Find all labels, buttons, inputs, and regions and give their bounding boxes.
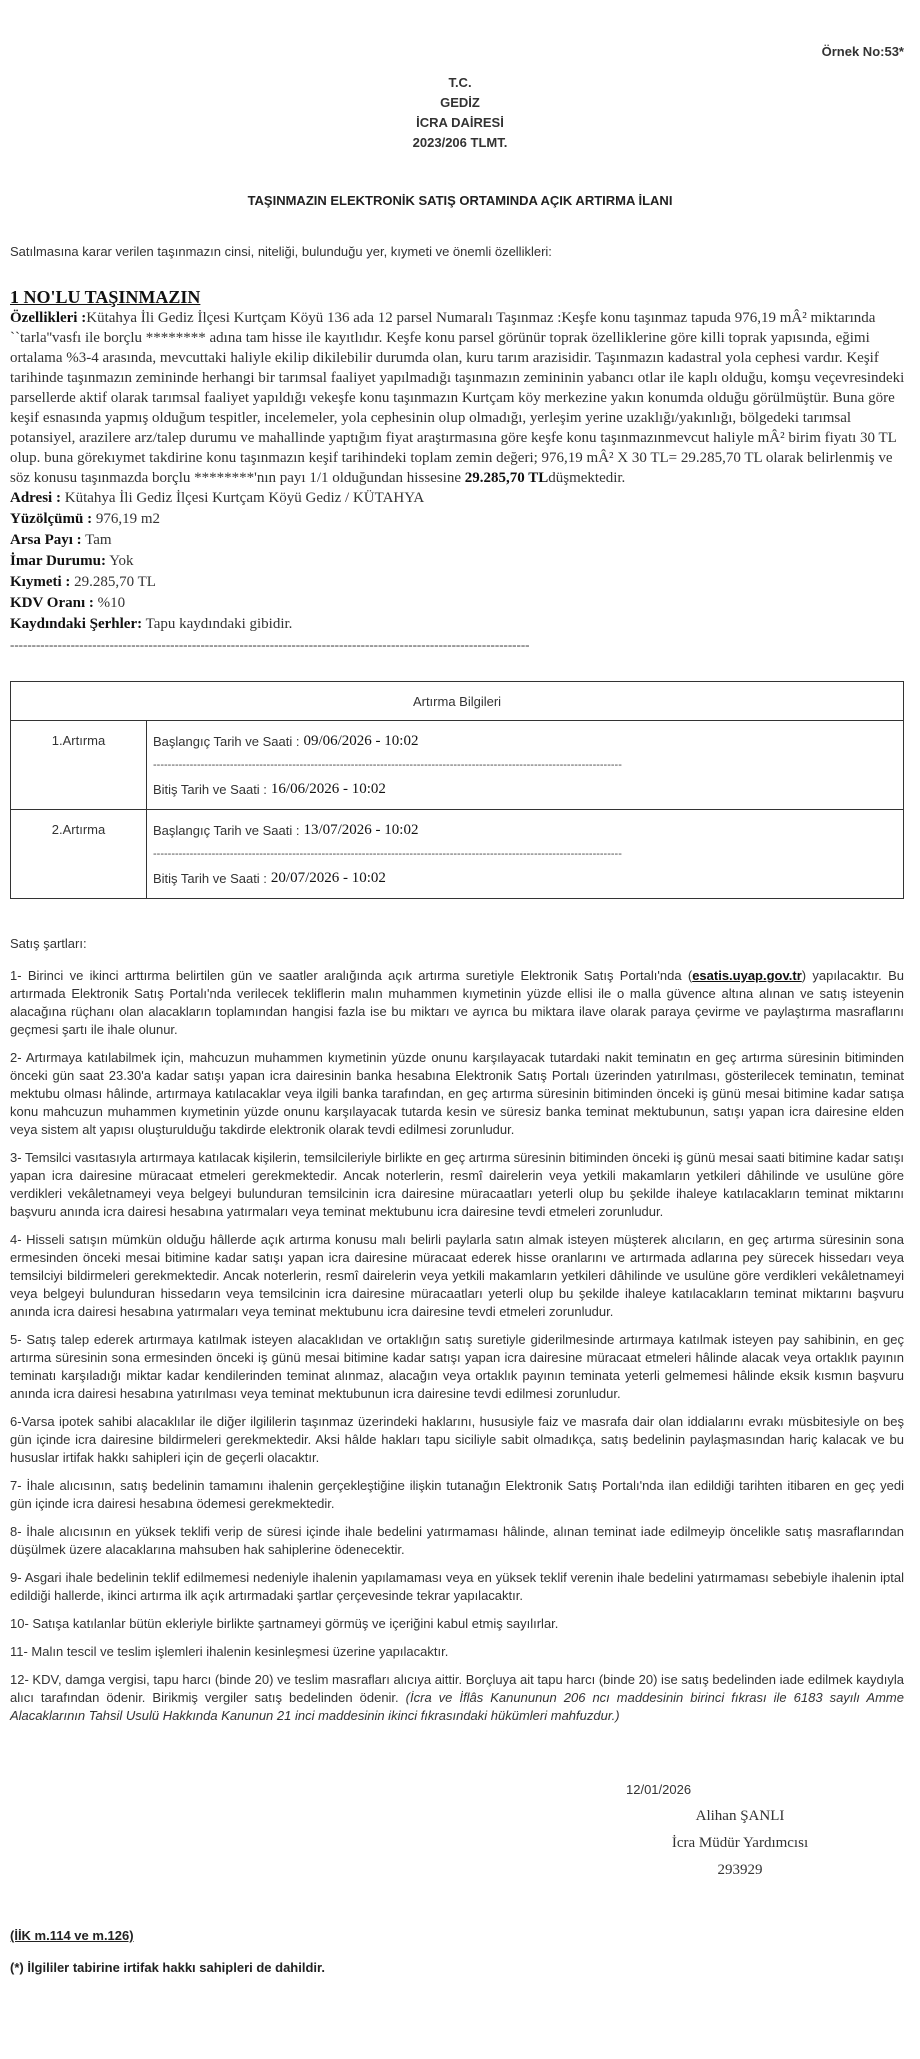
encumbrance-row bbox=[10, 614, 906, 635]
start-value: 13/07/2026 - 10:02 bbox=[303, 821, 419, 838]
vat-value: %10 bbox=[97, 595, 126, 611]
encumbrance-label: Kaydındaki Şerhler: bbox=[10, 616, 143, 632]
notice-title: TAŞINMAZIN ELEKTRONİK SATIŞ ORTAMINDA AÇIK ARTIRMA İLANI bbox=[247, 193, 673, 208]
end-value: 16/06/2026 - 10:02 bbox=[270, 780, 386, 797]
value-row bbox=[10, 572, 906, 593]
features-text: Kütahya İli Gediz İlçesi Kurtçam Köyü 136 ada 12 parsel Numaralı Taşınmaz :Keşfe konu taşınmaz tapuda 976,19 mÂ² miktarında ``tarla''vasfı ile borçlu ******** adına tam hisse ile kayıtlıdır. Keşfe konu parsel görünür toprak özelliklerine göre killi toprak yapısında, eğimi ortalama %3-4 arasında, mevcuttaki haliyle ekilip dikilebilir durumda olan, kuru tarım arazisidir. Taşınmazın kadastral yola cephesi vardır. Keşif tarihinde taşınmazın zemininde herhangi bir tarımsal faaliyet yapılmadığı taşınmazın zemininin yabancı otlar ile kaplı olduğu, komşu veçevresindeki parsellerde aktif olarak tarımsal faaliyet yapıldığı vekeşfe konu taşınmazın Kurtçam köy merkezine yakın konumda olduğu görülmüştür. Buna göre keşif esnasında yapmış olduğum tespitler, incelemeler, yola cephesinin olup olmadığı, yerleşim yerine uzaklığı/yakınlığı, bölgedeki tarımsal potansiyel, arazilere arz/talep durumu ve mahallinde yaptığım fiyat araştırmasına göre keşfe konu taşınmazınmevcut haliyle mÂ² birim fiyatı 30 TL olup. buna görekıymet takdirine konu taşınmazın keşif tarihindeki toplam zemin değeri; 976,19 mÂ² X 30 TL= 29.285,70 TL olarak belirlenmiş ve söz konusu taşınmazda borçlu ********'nın payı 1/1 olduğundan hissesine bbox=[10, 310, 905, 486]
condition-3: 3- Temsilci vasıtasıyla artırmaya katılacak kişilerin, temsilcileriyle birlikte en geç artırma süresinin bitiminden önceki iş günü mesai saati bitimine kadar satışı yapan icra dairesine müracaat etmeleri gerekmektedir. Ancak noterlerin, resmî dairelerin veya yetkili makamların yetkileri dâhilinde ve usulüne göre verdikleri vekâletnameyi veya belgeyi bulunduran temsilcinin icra dairesine müracaatları yeterli olup bu şekilde ihaleye katılacakların teminat miktarını başvuru anında icra dairesi hesabına yatırmaları veya teminat mektubunu icra dairesine tevdi etmeleri zorunludur. bbox=[10, 1150, 904, 1219]
condition-2: 2- Artırmaya katılabilmek için, mahcuzun muhammen kıymetinin yüzde onunu karşılayacak tutardaki nakit teminatın en geç artırma süresinin bitiminden önceki gün saat 23.30'a kadar satışı yapan icra dairesinin banka hesabına Elektronik Satış Portalı üzerinden yatırılması, gösterilecek teminatın, teminat mektubu olması hâlinde, artırmaya katılacaklar veya ilgili banka tarafından, en geç artırma süresinin bitiminden önceki iş günü mesai bitimine kadar satışa konu mahcuzun muhammen kıymetinin yüzde onunu karşılayacak tutarda kesin ve süresiz banka teminat mektubunun, satışı yapan icra dairesine elden veya sistem alt yapısı oluşturulduğu takdirde elektronik olarak tevdi edilmesi zorunludur. bbox=[10, 1050, 904, 1137]
encumbrance-value: Tapu kaydındaki gibidir. bbox=[145, 616, 293, 632]
condition-12-italic: (İcra ve İflâs Kanununun 206 ncı maddesinin birinci fıkrası ile 6183 sayılı Amme Alacaklarının Tahsil Usulü Hakkında Kanunun 21 inci maddesinin ikinci fıkrasındaki hükümleri mahfuzdur.) bbox=[10, 1690, 904, 1723]
signatory-role: İcra Müdür Yardımcısı bbox=[671, 1835, 809, 1851]
conditions-title: Satış şartları: bbox=[10, 936, 87, 951]
condition-1 bbox=[10, 967, 904, 1039]
area-row bbox=[10, 509, 906, 530]
area-value: 976,19 m2 bbox=[95, 511, 161, 527]
property-heading: 1 NO'LU TAŞINMAZIN bbox=[10, 287, 201, 307]
header-line-tc: T.C. bbox=[448, 75, 472, 90]
zoning-row bbox=[10, 551, 906, 572]
condition-7: 7- İhale alıcısının, satış bedelinin tamamını ihalenin gerçekleştiğine ilişkin tutanağın Elektronik Satış Portalı'nda ilan edildiği tarihten itibaren en geç yedi gün içinde icra dairesi hesabına ödemesi gerekmektedir. bbox=[10, 1478, 904, 1511]
condition-5: 5- Satış talep ederek artırmaya katılmak isteyen alacaklıdan ve ortaklığın satış suretiyle giderilmesinde artırmaya katılmak isteyen pay sahibinin, en geç artırma süresinin sona ermesinden önceki iş günü mesai bitimine kadar satışı yapan icra dairesine müracaat etmeleri hâlinde alacak veya ortaklık payının teminatı karşıladığı miktar kadar kendilerinden teminat alınmaz, alacağın veya ortaklık payının teminata yeterli gelmemesi hâlinde eksik kısmın başvuru anında icra dairesi hesabına yatırılması veya teminat mektubunun icra dairesine tevdi edilmesi zorunludur. bbox=[10, 1332, 904, 1401]
condition-8: 8- İhale alıcısının en yüksek teklifi verip de süresi içinde ihale bedelini yatırmaması hâlinde, alınan teminat iade edilmeyip öncelikle satış masraflarından düşülmek üzere alacaklarına mahsuben hak sahiplerine ödenecektir. bbox=[10, 1524, 904, 1557]
condition-12 bbox=[10, 1671, 904, 1725]
features-label: Özellikleri : bbox=[10, 310, 87, 326]
intro-text: Satılmasına karar verilen taşınmazın cinsi, niteliği, bulunduğu yer, kıymeti ve önemli özellikleri: bbox=[10, 244, 552, 259]
law-reference: (İİK m.114 ve m.126) bbox=[10, 1928, 134, 1943]
condition-1-text: 1- Birinci ve ikinci arttırma belirtilen gün ve saatler aralığında açık artırma suretiyle Elektronik Satış Portalı'nda ( bbox=[10, 968, 693, 983]
esatis-link[interactable]: esatis.uyap.gov.tr bbox=[692, 968, 802, 983]
auction-separator-2: -------------------------------------------------------------------------------------------------------------------------------- bbox=[153, 850, 622, 858]
auction-label-1: 1.Artırma bbox=[11, 721, 147, 810]
condition-6: 6-Varsa ipotek sahibi alacaklılar ile diğer ilgililerin taşınmaz üzerindeki haklarını, hususiyle faiz ve masrafa dair olan iddialarını evrakı müsbitesiyle on beş gün içinde icra dairesine bildirmeleri gerekmektedir. Aksi hâlde hakları tapu siciliyle sabit olmadıkça, satış bedelinin paylaşmasından hariç kalacak ve bu hususlar irtifak hakkı sahipleri için de geçerli olacaktır. bbox=[10, 1414, 904, 1465]
auction-table-header: Artırma Bilgileri bbox=[11, 682, 904, 721]
auction-start-2 bbox=[153, 810, 903, 850]
auction-row-1 bbox=[11, 721, 904, 810]
address-value: Kütahya İli Gediz İlçesi Kurtçam Köyü Gediz / KÜTAHYA bbox=[64, 490, 425, 506]
sale-conditions bbox=[10, 935, 904, 1735]
vat-label: KDV Oranı : bbox=[10, 595, 94, 611]
sample-number: Örnek No:53* bbox=[821, 44, 904, 59]
property-section bbox=[10, 286, 906, 655]
condition-10: 10- Satışa katılanlar bütün ekleriyle birlikte şartnameyi görmüş ve içeriğini kabul etmiş sayılırlar. bbox=[10, 1616, 559, 1631]
signatory-id: 293929 bbox=[717, 1862, 763, 1878]
property-separator: ------------------------------------------------------------------------------------------------------------------------ bbox=[10, 637, 530, 652]
auction-label-2: 2.Artırma bbox=[11, 810, 147, 899]
value-label: Kıymeti : bbox=[10, 574, 71, 590]
signature-block bbox=[620, 1776, 860, 1884]
footer-note: (*) İlgililer tabirine irtifak hakkı sahipleri de dahildir. bbox=[10, 1960, 325, 1975]
value-value: 29.285,70 TL bbox=[74, 574, 156, 590]
auction-details-2 bbox=[147, 810, 904, 899]
start-label: Başlangıç Tarih ve Saati : bbox=[153, 822, 300, 838]
auction-details-1 bbox=[147, 721, 904, 810]
header-line-file-no: 2023/206 TLMT. bbox=[412, 135, 508, 150]
header-line-office: İCRA DAİRESİ bbox=[416, 115, 504, 130]
end-value: 20/07/2026 - 10:02 bbox=[270, 869, 386, 886]
auction-end-1 bbox=[153, 769, 903, 809]
auction-end-2 bbox=[153, 858, 903, 898]
area-label: Yüzölçümü : bbox=[10, 511, 93, 527]
condition-1-text-end: ) yapılacaktır. Bu artırmada Elektronik Satış Portalı'nda verilecek tekliflerin malın muhammen kıymetinin yüzde ellisi ile o malla güvence altına alınan ve satış isteyenin alacağına rüçhanı olan alacakların toplamından hangisi fazla ise bu miktarı ve ayrıca bu miktara ilave olarak paraya çevirme ve paylaştırma masraflarını geçmesi şartı ile ihale olunur. bbox=[10, 968, 904, 1037]
condition-4: 4- Hisseli satışın mümkün olduğu hâllerde açık artırma konusu malı belirli paylarla satın almak isteyen müşterek alıcıların, en geç artırma süresinin sona ermesinden önceki mesai bitimine kadar satışı yapan icra dairesine müracaat ederek hisse oranlarını ve artırmada adlarına pey sürecek hissedarı veya temsilciyi bildirmeleri gerekmektedir. Ancak noterlerin, resmî dairelerin veya yetkili makamların yetkileri dâhilinde ve usulüne göre verdikleri vekâletnameyi veya belgeyi bulunduran hissedarın veya temsilcinin icra dairesine müracaatları yeterli olup bu şekilde ihaleye katılacakların teminat miktarını başvuru anında icra dairesi hesabına yatırmaları veya teminat mektubunu icra dairesine tevdi etmeleri zorunludur. bbox=[10, 1232, 904, 1319]
features-suffix: düşmektedir. bbox=[548, 470, 626, 486]
features-value: 29.285,70 TL bbox=[464, 470, 549, 486]
share-row bbox=[10, 530, 906, 551]
address-row bbox=[10, 488, 906, 509]
end-label: Bitiş Tarih ve Saati : bbox=[153, 781, 267, 797]
property-features bbox=[10, 308, 906, 488]
signatory-name: Alihan ŞANLI bbox=[695, 1808, 785, 1824]
vat-row bbox=[10, 593, 906, 614]
auction-separator-1: -------------------------------------------------------------------------------------------------------------------------------- bbox=[153, 761, 622, 769]
zoning-value: Yok bbox=[109, 553, 134, 569]
condition-9: 9- Asgari ihale bedelinin teklif edilmemesi nedeniyle ihalenin yapılamaması veya en yüksek teklif verenin ihale bedelini yatırmaması sebebiyle ihalenin iptal edildiği hallerde, ikinci artırma ilk açık artırmadaki şartlar çerçevesinde tekrar yapılacaktır. bbox=[10, 1570, 904, 1603]
end-label: Bitiş Tarih ve Saati : bbox=[153, 870, 267, 886]
condition-12-text: 12- KDV, damga vergisi, tapu harcı (binde 20) ve teslim masrafları alıcıya aittir. Borçluya ait tapu harcı (binde 20) ise satış bedelinden iade edilmek kaydıyla alıcı tarafından ödenir. Birikmiş vergiler satış bedelinden ödenir. bbox=[10, 1672, 904, 1705]
condition-11: 11- Malın tescil ve teslim işlemleri ihalenin kesinleşmesi üzerine yapılacaktır. bbox=[10, 1644, 449, 1659]
auction-row-2 bbox=[11, 810, 904, 899]
share-value: Tam bbox=[85, 532, 112, 548]
share-label: Arsa Payı : bbox=[10, 532, 82, 548]
auction-table bbox=[10, 681, 904, 899]
start-label: Başlangıç Tarih ve Saati : bbox=[153, 733, 300, 749]
start-value: 09/06/2026 - 10:02 bbox=[303, 732, 419, 749]
header-line-gediz: GEDİZ bbox=[440, 95, 480, 110]
address-label: Adresi : bbox=[10, 490, 61, 506]
office-header bbox=[0, 73, 920, 153]
signature-date: 12/01/2026 bbox=[626, 1782, 692, 1797]
zoning-label: İmar Durumu: bbox=[10, 553, 106, 569]
auction-start-1 bbox=[153, 721, 903, 761]
